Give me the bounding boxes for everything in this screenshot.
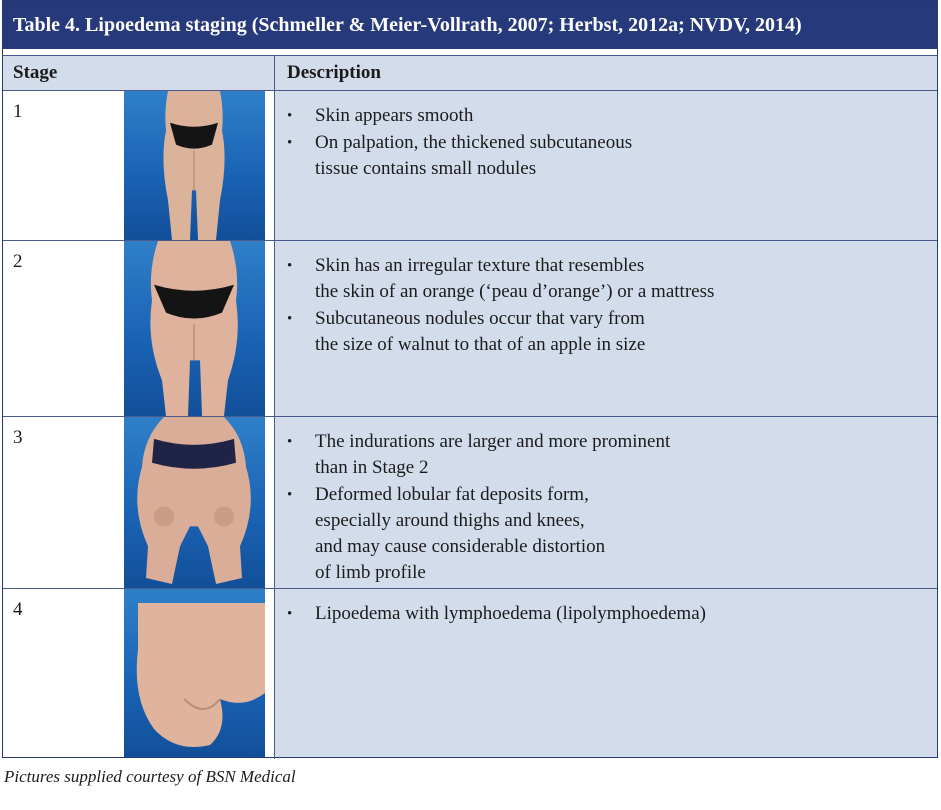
table-header-row xyxy=(3,55,937,91)
lipoedema-stage-4-photo xyxy=(124,589,265,757)
staging-table xyxy=(2,0,938,758)
bullet-list xyxy=(275,589,937,627)
lipoedema-stage-3-photo xyxy=(124,417,265,588)
bullet-list xyxy=(275,241,937,358)
stage-cell xyxy=(3,589,274,757)
column-divider xyxy=(274,55,275,759)
stage-number: 4 xyxy=(13,599,23,620)
lipoedema-stage-2-photo xyxy=(124,241,265,416)
lipoedema-stage-1-photo xyxy=(124,91,265,240)
bullet-list xyxy=(275,91,937,182)
bullet-item: • Skin appears smooth xyxy=(315,103,937,129)
bullet-item: • Subcutaneous nodules occur that vary from the size of walnut to that of an apple in size xyxy=(315,306,937,358)
stage-cell xyxy=(3,417,274,588)
header-description: Description xyxy=(287,62,381,83)
bullet-item: • Lipoedema with lymphoedema (lipolymphoedema) xyxy=(315,601,937,627)
description-cell xyxy=(275,241,937,416)
stage-cell xyxy=(3,241,274,416)
bullet-item: • Deformed lobular fat deposits form, especially around thighs and knees, and may cause considerable distortion of limb profile xyxy=(315,482,937,586)
stage-number: 1 xyxy=(13,101,23,122)
bullet-item: • Skin has an irregular texture that resembles the skin of an orange (‘peau d’orange’) or a mattress xyxy=(315,253,937,305)
description-cell xyxy=(275,91,937,240)
stage-number: 2 xyxy=(13,251,23,272)
bullet-item: • The indurations are larger and more prominent than in Stage 2 xyxy=(315,429,937,481)
stage-number: 3 xyxy=(13,427,23,448)
stage-cell xyxy=(3,91,274,240)
table-row-stage-2 xyxy=(3,241,937,417)
description-cell xyxy=(275,589,937,757)
table-row-stage-3 xyxy=(3,417,937,589)
table-title: Table 4. Lipoedema staging (Schmeller & Meier-Vollrath, 2007; Herbst, 2012a; NVDV, 2014) xyxy=(3,1,937,49)
bullet-list xyxy=(275,417,937,586)
description-cell xyxy=(275,417,937,588)
footnote: Pictures supplied courtesy of BSN Medical xyxy=(4,767,296,786)
header-stage: Stage xyxy=(13,62,58,83)
table-row-stage-1 xyxy=(3,91,937,241)
bullet-item: • On palpation, the thickened subcutaneous tissue contains small nodules xyxy=(315,130,937,182)
table-row-stage-4 xyxy=(3,589,937,757)
